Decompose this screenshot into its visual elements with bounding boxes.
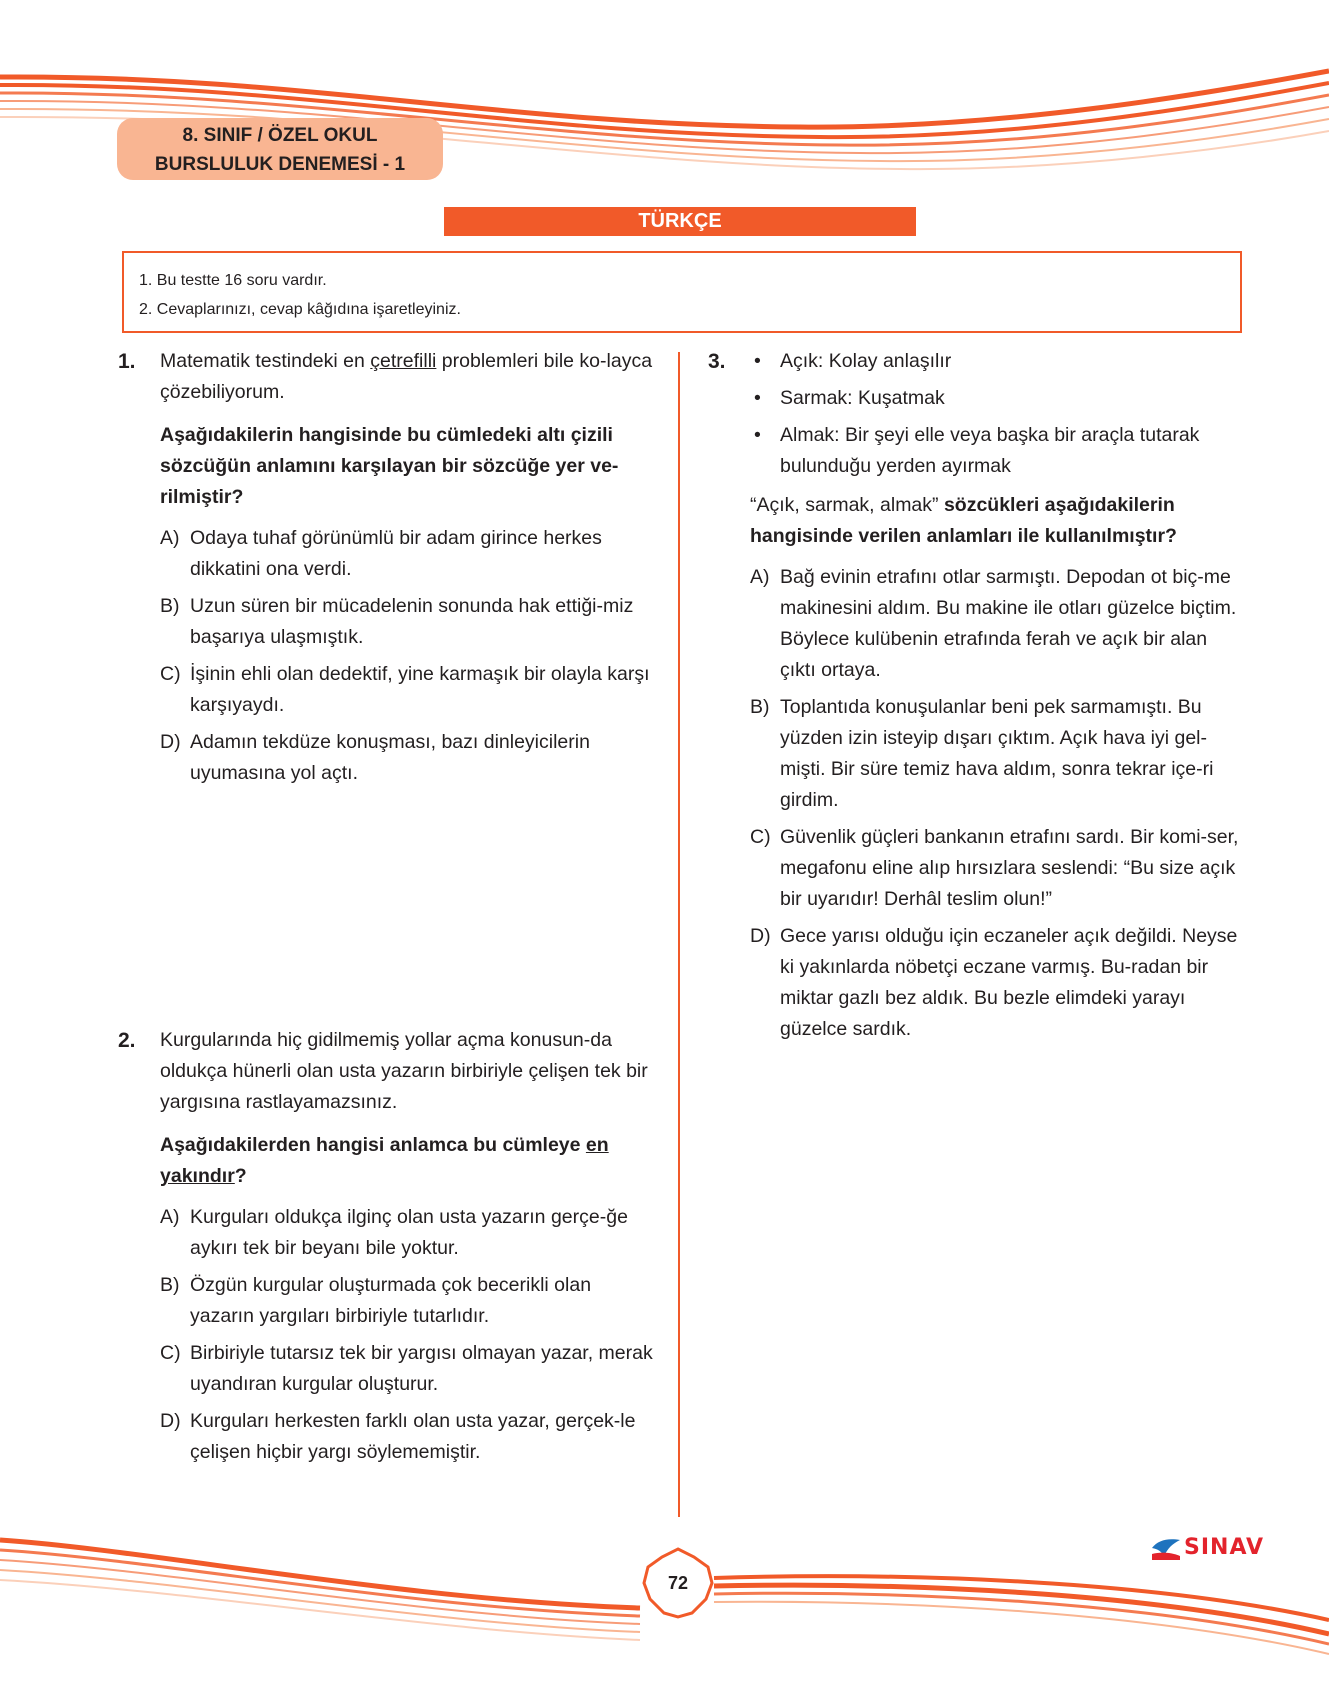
option-label: C) (160, 1342, 181, 1364)
option-text: İşinin ehli olan dedektif, yine karmaşık bir olayla karşı karşıyaydı. (190, 663, 650, 716)
instruction-item: 2. Cevaplarınızı, cevap kâğıdına işaretleyiniz. (139, 301, 461, 318)
definition-item (750, 420, 1242, 482)
definition-text: Açık: Kolay anlaşılır (780, 350, 952, 372)
option-label: C) (750, 826, 771, 848)
bullet-icon: • (754, 350, 761, 372)
exam-title-line1: 8. SINIF / ÖZEL OKUL (182, 125, 378, 146)
bullet-icon: • (754, 387, 761, 409)
option-text: Güvenlik güçleri bankanın etrafını sardı. Bir komi-ser, megafonu eline alıp hırsızlara seslendi: “Bu size açık bir uyarıdır! Derhâl teslim olun!” (780, 826, 1239, 910)
underlined-word: çetrefilli (370, 350, 437, 372)
stem-text: Matematik testindeki en (160, 350, 371, 372)
option-text: Birbiriyle tutarsız tek bir yargısı olmayan yazar, merak uyandıran kurgular oluşturur. (190, 1342, 653, 1395)
question-prompt (160, 1130, 656, 1192)
option-text: Toplantıda konuşulanlar beni pek sarmamıştı. Bu yüzden izin isteyip dışarı çıktım. Açık hava iyi gel-mişti. Bir süre temiz hava aldım, sonra tekrar içe-ri girdim. (780, 696, 1214, 811)
option-label: A) (160, 527, 180, 549)
question-3 (708, 346, 1242, 1051)
subject-title-bar: TÜRKÇE (444, 207, 916, 236)
option-text: Uzun süren bir mücadelenin sonunda hak ettiği-miz başarıya ulaşmıştık. (190, 595, 634, 648)
option-text: Özgün kurgular oluşturmada çok becerikli olan yazarın yargıları birbiriyle tutarlıdır. (190, 1274, 592, 1327)
option-label: A) (160, 1206, 180, 1228)
definition-text: Almak: Bir şeyi elle veya başka bir araçla tutarak bulunduğu yerden ayırmak (780, 424, 1200, 477)
question-prompt: Aşağıdakilerin hangisinde bu cümledeki altı çizili sözcüğün anlamını karşılayan bir sözcüğe yer ve-rilmiştir? (160, 424, 619, 508)
option-label: B) (750, 696, 770, 718)
definition-item (750, 346, 1242, 377)
option-label: D) (160, 1410, 181, 1432)
prompt-text: “Açık, sarmak, almak” (750, 494, 944, 516)
instructions-box (122, 251, 1242, 333)
option-text: Gece yarısı olduğu için eczaneler açık değildi. Neyse ki yakınlarda nöbetçi eczane varmış. Bu-radan bir miktar gazlı bez aldık. Bu bezle elimdeki yarayı güzelce sardık. (780, 925, 1238, 1040)
question-prompt (750, 490, 1242, 552)
answer-option-b[interactable] (750, 692, 1242, 816)
question-stem (160, 346, 656, 408)
answer-option-c[interactable] (160, 659, 656, 721)
option-label: C) (160, 663, 181, 685)
answer-option-d[interactable] (750, 921, 1242, 1045)
answer-option-b[interactable] (160, 591, 656, 653)
answer-option-a[interactable] (160, 523, 656, 585)
instruction-item: 1. Bu testte 16 soru vardır. (139, 272, 327, 289)
prompt-text: ? (234, 1165, 247, 1187)
prompt-text: Aşağıdakilerden hangisi anlamca bu cümleye (160, 1134, 586, 1156)
option-text: Adamın tekdüze konuşması, bazı dinleyicilerin uyumasına yol açtı. (190, 731, 590, 784)
option-text: Bağ evinin etrafını otlar sarmıştı. Depodan ot biç-me makinesini aldım. Bu makine ile otları güzelce biçtim. Böylece kulübenin etrafında ferah ve açık bir alan çıktı ortaya. (780, 566, 1237, 681)
brand-name: SINAV (1184, 1535, 1265, 1560)
answer-option-d[interactable] (160, 1406, 656, 1468)
page-number: 72 (667, 1573, 689, 1593)
bullet-icon: • (754, 424, 761, 446)
answer-option-a[interactable] (160, 1202, 656, 1264)
definition-item (750, 383, 1242, 414)
question-1 (118, 346, 656, 795)
option-text: Kurguları herkesten farklı olan usta yazar, gerçek-le çelişen hiçbir yargı söylememiştir. (190, 1410, 636, 1463)
answer-option-a[interactable] (750, 562, 1242, 686)
option-label: B) (160, 595, 180, 617)
option-label: A) (750, 566, 770, 588)
bird-logo-icon (1150, 1536, 1182, 1562)
option-text: Kurguları oldukça ilginç olan usta yazarın gerçe-ğe aykırı tek bir beyanı bile yoktur. (190, 1206, 628, 1259)
exam-title-line2: BURSLULUK DENEMESİ - 1 (154, 154, 406, 175)
answer-option-d[interactable] (160, 727, 656, 789)
option-label: D) (750, 925, 771, 947)
question-stem: Kurgularında hiç gidilmemiş yollar açma konusun-da oldukça hünerli olan usta yazarın birbiriyle çelişen tek bir yargısına rastlayamazsınız. (160, 1029, 648, 1113)
underlined-phrase: en yakındır (160, 1134, 609, 1187)
definition-list (750, 346, 1242, 482)
question-number: 2. (118, 1029, 136, 1052)
option-text: Odaya tuhaf görünümlü bir adam girince herkes dikkatini ona verdi. (190, 527, 602, 580)
prompt-text: sözcükleri aşağıdakilerin hangisinde verilen anlamları ile kullanılmıştır? (750, 494, 1177, 547)
option-label: B) (160, 1274, 180, 1296)
question-number: 1. (118, 350, 136, 373)
column-divider (678, 352, 680, 1517)
sinav-logo (1150, 1535, 1265, 1563)
definition-text: Sarmak: Kuşatmak (780, 387, 945, 409)
stem-text: problemleri bile ko-layca çözebiliyorum. (160, 350, 653, 403)
question-2 (118, 1025, 656, 1474)
answer-option-c[interactable] (750, 822, 1242, 915)
page-number-badge (642, 1547, 714, 1619)
question-number: 3. (708, 350, 726, 373)
answer-option-c[interactable] (160, 1338, 656, 1400)
exam-title-badge (117, 118, 443, 180)
option-label: D) (160, 731, 181, 753)
answer-option-b[interactable] (160, 1270, 656, 1332)
